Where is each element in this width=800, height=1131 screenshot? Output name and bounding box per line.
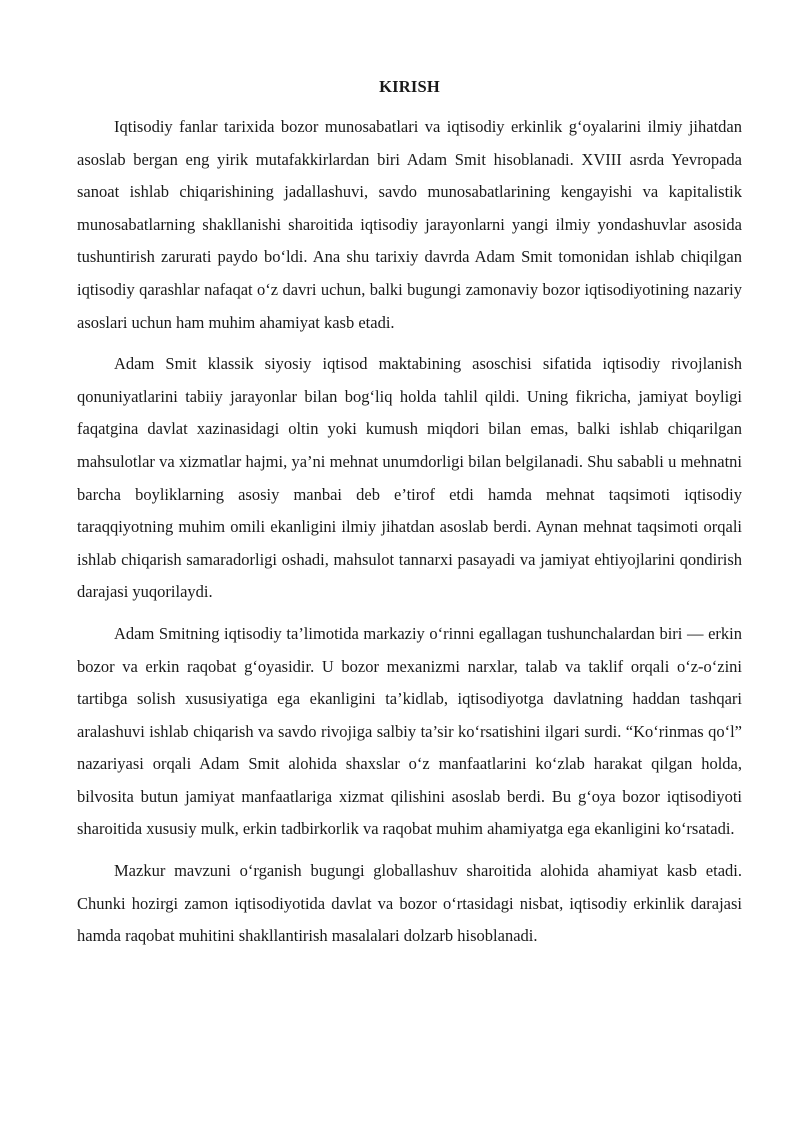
paragraph-1: Iqtisodiy fanlar tarixida bozor munosabatlari va iqtisodiy erkinlik g‘oyalarini ilmiy jihatdan asoslab bergan eng yirik mutafakkirlardan biri Adam Smit hisoblanadi. XVIII asrda Yevropada sanoat ishlab chiqarishining jadallashuvi, savdo munosabatlarining kengayishi va kapitalistik munosabatlarning shakllanishi sharoitida iqtisodiy jarayonlarni yangi ilmiy yondashuvlar asosida tushuntirish zarurati paydo bo‘ldi. Ana shu tarixiy davrda Adam Smit tomonidan ishlab chiqilgan iqtisodiy qarashlar nafaqat o‘z davri uchun, balki bugungi zamonaviy bozor iqtisodiyotining nazariy asoslari uchun ham muhim ahamiyat kasb etadi. — [77, 117, 742, 332]
page-content — [77, 74, 742, 962]
section-title: KIRISH — [379, 77, 440, 96]
paragraph-2: Adam Smit klassik siyosiy iqtisod maktabining asoschisi sifatida iqtisodiy rivojlanish qonuniyatlarini tabiiy jarayonlar bilan bog‘liq holda tahlil qildi. Uning fikricha, jamiyat boyligi faqatgina davlat xazinasidagi oltin yoki kumush miqdori bilan emas, balki ishlab chiqarilgan mahsulotlar va xizmatlar hajmi, ya’ni mehnat unumdorligi bilan belgilanadi. Shu sababli u mehnatni barcha boyliklarning asosiy manbai deb e’tirof etdi hamda mehnat taqsimoti iqtisodiy taraqqiyotning muhim omili ekanligini ilmiy jihatdan asoslab berdi. Aynan mehnat taqsimoti orqali ishlab chiqarish samaradorligi oshadi, mahsulot tannarxi pasayadi va jamiyat ehtiyojlarini qondirish darajasi yuqorilaydi. — [77, 354, 742, 602]
paragraph-3: Adam Smitning iqtisodiy ta’limotida markaziy o‘rinni egallagan tushunchalardan biri — erkin bozor va erkin raqobat g‘oyasidir. U bozor mexanizmi narxlar, talab va taklif orqali o‘z-o‘zini tartibga solish xususiyatiga ega ekanligini ta’kidlab, iqtisodiyotga davlatning haddan tashqari aralashuvi ishlab chiqarish va savdo rivojiga salbiy ta’sir ko‘rsatishini ilgari surdi. “Ko‘rinmas qo‘l” nazariyasi orqali Adam Smit alohida shaxslar o‘z manfaatlarini ko‘zlab harakat qilgan holda, bilvosita butun jamiyat manfaatlariga xizmat qilishini asoslab berdi. Bu g‘oya bozor iqtisodiyoti sharoitida xususiy mulk, erkin tadbirkorlik va raqobat muhim ahamiyatga ega ekanligini ko‘rsatadi. — [77, 623, 742, 839]
paragraph-4: Mazkur mavzuni o‘rganish bugungi globallashuv sharoitida alohida ahamiyat kasb etadi. Chunki hozirgi zamon iqtisodiyotida davlat va bozor o‘rtasidagi nisbat, iqtisodiy erkinlik darajasi hamda raqobat muhitini shakllantirish masalalari dolzarb hisoblanadi. — [77, 861, 742, 946]
